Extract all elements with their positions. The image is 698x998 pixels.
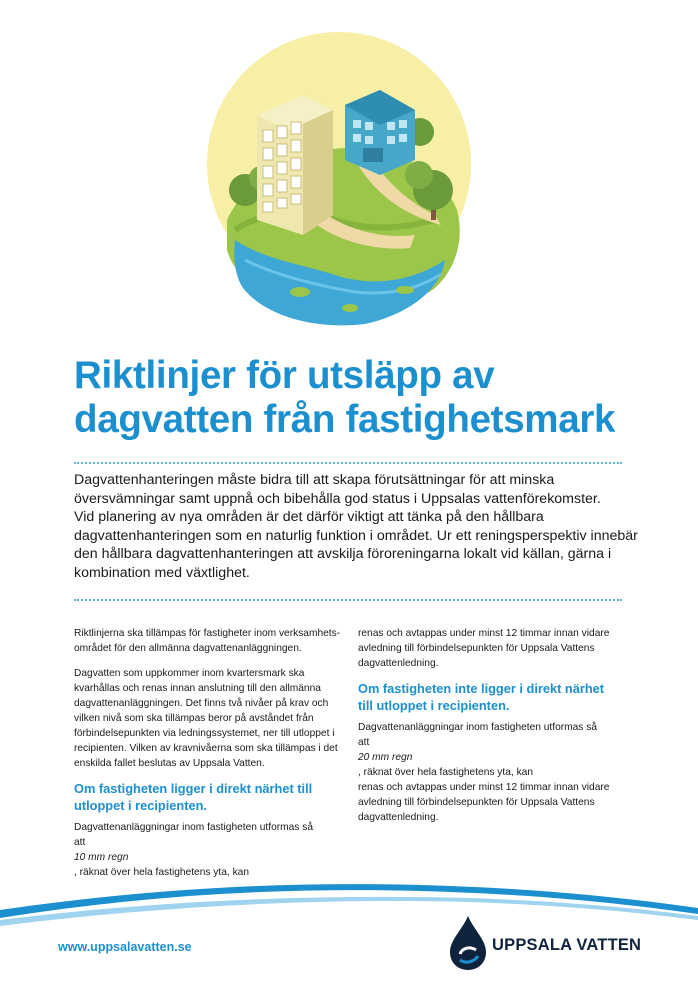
paragraph: Riktlinjerna ska tillämpas för fastigheter inom verksamhets- området för den allmänna dagvattenanläggningen. [74,628,341,654]
section-heading-near: Om fastigheten ligger i direkt närhet till utloppet i recipienten. [74,781,313,813]
paragraph: Dagvattenanläggningar inom fastigheten utformas så att 10 mm regn , räknat över hela fastighetens yta, kan [74,822,313,878]
water-drop-icon [448,914,488,972]
page-title: Riktlinjer för utsläpp av dagvatten från fastighetsmark [74,354,616,441]
intro-paragraph: Dagvattenhanteringen måste bidra till att skapa förutsättningar för att minska översvämningar samt uppnå och bibehålla god status i Uppsalas vattenförekomster. Vid planering av nya områden är det därför viktigt att tänka på den hållbara dagvattenhanteringen som en naturlig funktion i området. Ur ett reningsperspektiv innebär den hållbara dagvattenhanteringen att avskilja föroreningarna lokalt vid källan, gärna i kombination med växtlighet. [74,472,638,581]
hero-illustration [205,30,473,330]
logo-text: UPPSALA VATTEN [492,936,642,954]
paragraph: renas och avtappas under minst 12 timmar innan vidare avledning till förbindelsepunkten för Uppsala Vattens dagvattenledning. [358,628,610,669]
paragraph: Dagvattenanläggningar inom fastigheten utformas så att 20 mm regn , räknat över hela fastighetens yta, kan renas och avtappas under minst 12 timmar innan vidare avledning till förbindelsepunkten för Uppsala Vattens dagvattenledning. [358,722,610,823]
left-column [74,626,344,890]
website-link[interactable]: www.uppsalavatten.se [58,940,192,954]
uppsala-vatten-logo [448,914,668,974]
divider-bottom [74,599,622,601]
section-heading-far: Om fastigheten inte ligger i direkt närhet till utloppet i recipienten. [358,681,605,713]
divider-top [74,462,622,464]
right-column [358,626,628,835]
paragraph: Dagvatten som uppkommer inom kvartersmark ska kvarhållas och renas innan anslutning till den allmänna dagvattenanläggningen. Det finns två nivåer på krav och vilken nivå som ska tillämpas beror på avståndet från förbindelsepunkten via ledningssystemet, ner till utloppet i recipienten. Vilken av kravnivåerna som ska tillämpas i det enskilda fallet beslutas av Uppsala Vatten. [74,668,338,769]
